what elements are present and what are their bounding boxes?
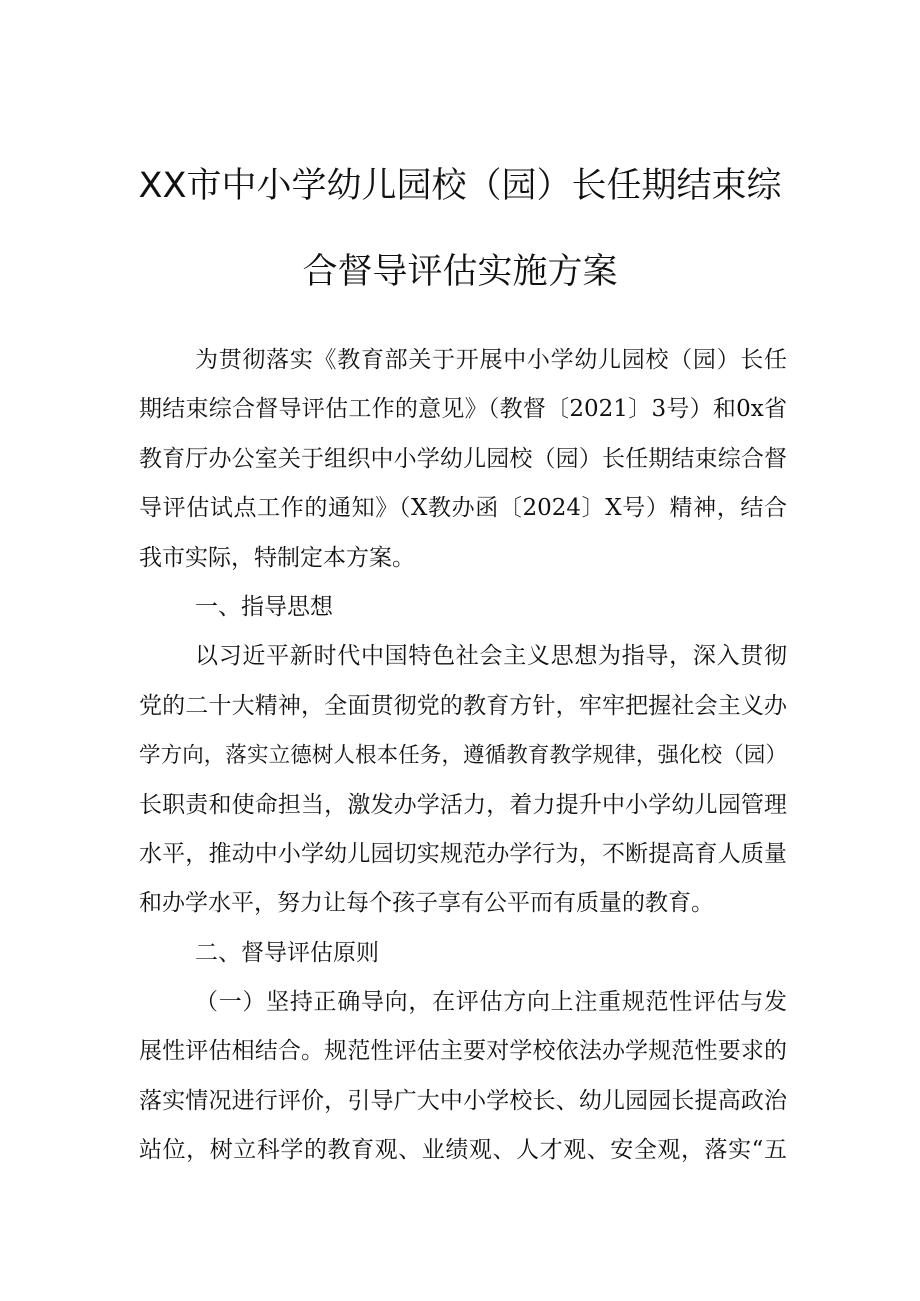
document-body <box>139 336 787 1176</box>
guiding-thought-line: 学方向，落实立德树人根本任务，遵循教育教学规律，强化校（园） <box>139 743 787 769</box>
principle-line: 站位，树立科学的教育观、业绩观、人才观、安全观，落实“五 <box>139 1137 787 1164</box>
guiding-thought-line: 以习近平新时代中国特色社会主义思想为指导，深入贯彻 <box>195 643 787 670</box>
principle-line: 展性评估相结合。规范性评估主要对学校依法办学规范性要求的 <box>139 1038 787 1065</box>
principle-line: （一）坚持正确导向，在评估方向上注重规范性评估与发 <box>195 989 787 1016</box>
guiding-thought-line: 和办学水平，努力让每个孩子享有公平而有质量的教育。 <box>139 890 714 917</box>
intro-line: 期结束综合督导评估工作的意见》（教督〔2021〕3号）和0x省 <box>139 396 787 423</box>
intro-line: 教育厅办公室关于组织中小学幼儿园校（园）长任期结束综合督 <box>139 445 787 472</box>
intro-line: 我市实际，特制定本方案。 <box>139 544 415 571</box>
section-heading-evaluation-principles: 二、督导评估原则 <box>195 939 379 966</box>
document-title-line-2: 合督导评估实施方案 <box>302 252 618 292</box>
section-heading-guiding-thought: 一、指导思想 <box>195 593 333 620</box>
guiding-thought-line: 党的二十大精神，全面贯彻党的教育方针，牢牢把握社会主义办 <box>139 692 787 719</box>
principle-line: 落实情况进行评价，引导广大中小学校长、幼儿园园长提高政治 <box>139 1087 787 1114</box>
guiding-thought-line: 水平，推动中小学幼儿园切实规范办学行为，不断提高育人质量 <box>139 840 787 867</box>
intro-line: 导评估试点工作的通知》（X教办函〔2024〕X号）精神，结合 <box>139 495 787 522</box>
intro-line: 为贯彻落实《教育部关于开展中小学幼儿园校（园）长任 <box>195 347 787 373</box>
guiding-thought-line: 长职责和使命担当，激发办学活力，着力提升中小学幼儿园管理 <box>139 791 787 818</box>
document-title-line-1: XX市中小学幼儿园校（园）长任期结束综 <box>138 166 782 206</box>
